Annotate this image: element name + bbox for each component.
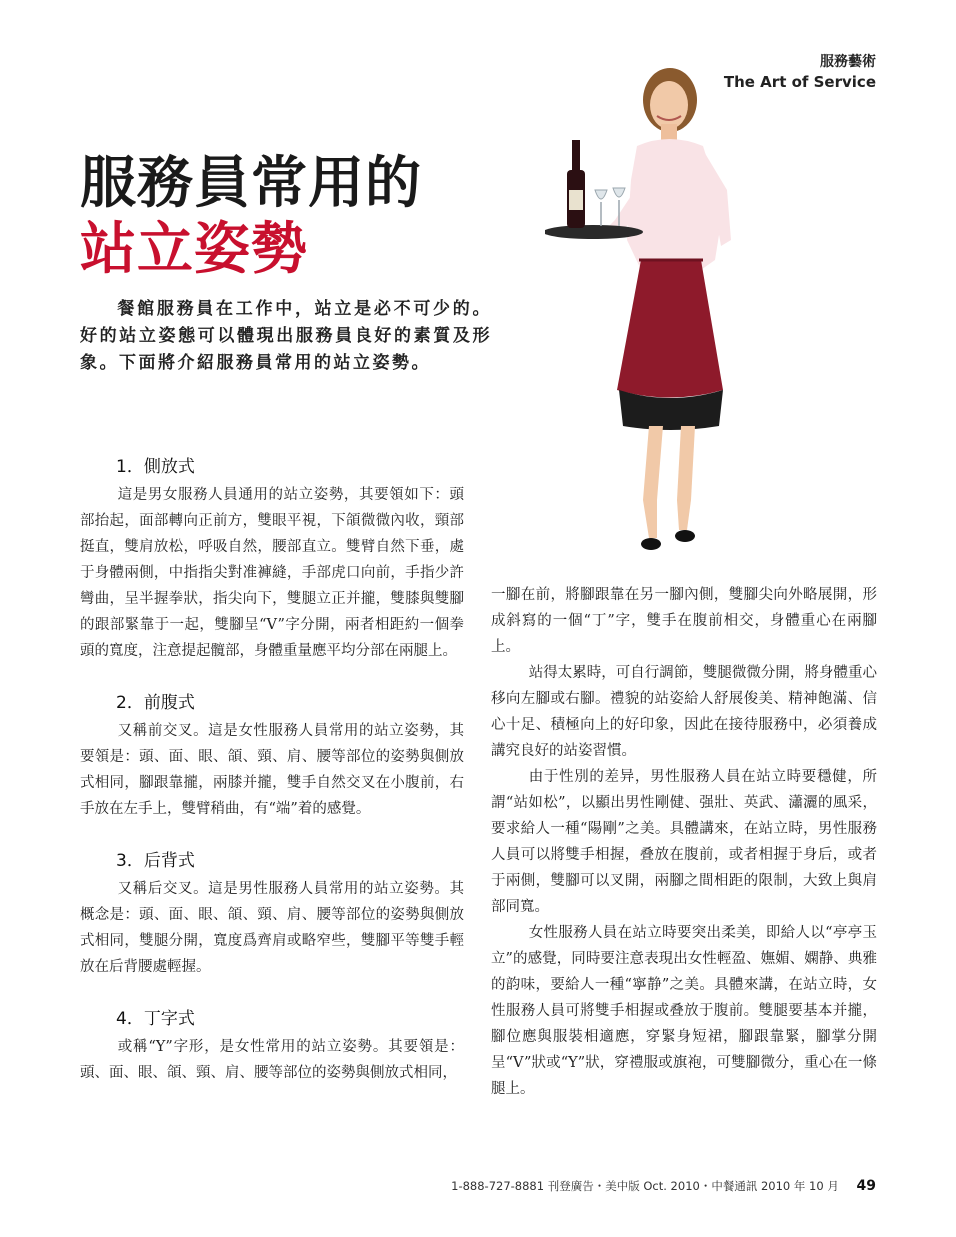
waitress-photo xyxy=(545,60,745,560)
section-side-stance xyxy=(80,452,464,664)
section-heading: 2．前腹式 xyxy=(116,693,195,713)
section-heading: 1．側放式 xyxy=(116,457,195,477)
section-heading: 3．后背式 xyxy=(116,851,195,871)
section-body: 這是男女服務人員通用的站立姿勢，其要領如下：頭部抬起，面部轉向正前方，雙眼平視，下頜微微內收，頸部挺直，雙肩放松，呼吸自然，腰部直立。雙臂自然下垂，處于身體兩側，中指指尖對准褲縫，手部虎口向前，手指少許彎曲，呈半握拳狀，指尖向下，雙腿立正并攏，雙膝與雙腳的跟部緊靠于一起，雙腳呈“V”字分開，兩者相距約一個拳頭的寬度，注意提起髖部，身體重量應平均分部在兩腿上。 xyxy=(80,487,464,659)
article-title-line1: 服務員常用的 xyxy=(80,150,422,216)
section-body: 又稱前交叉。這是女性服務人員常用的站立姿勢，其要領是：頭、面、眼、頜、頸、肩、腰等部位的姿勢與側放式相同，腳跟靠攏，兩膝并攏，雙手自然交叉在小腹前，右手放在左手上，雙臂稍曲，有“端”着的感覺。 xyxy=(80,723,464,817)
article-title xyxy=(80,150,422,282)
page-footer xyxy=(451,1178,876,1194)
section-body: 或稱“Y”字形，是女性常用的站立姿勢。其要領是：頭、面、眼、頜、頸、肩、腰等部位的姿勢與側放式相同， xyxy=(80,1039,464,1081)
right-column xyxy=(491,582,877,1102)
section-heading: 4．丁字式 xyxy=(116,1009,195,1029)
paragraph: 由于性別的差异，男性服務人員在站立時要穩健，所謂“站如松”，以顯出男性剛健、强壯、英武、瀟灑的風采，要求給人一種“陽剛”之美。具體講來，在站立時，男性服務人員可以將雙手相握，叠放在腹前，或者相握于身后，或者于兩側，雙腳可以叉開，兩腳之間相距的限制，大致上與肩部同寬。 xyxy=(491,769,877,915)
section-label xyxy=(724,52,876,92)
paragraph: 一腳在前，將腳跟靠在另一腳內側，雙腳尖向外略展開，形成斜寫的一個“丁”字，雙手在腹前相交，身體重心在兩腳上。 xyxy=(491,587,877,655)
article-intro: 餐館服務員在工作中，站立是必不可少的。好的站立姿態可以體現出服務員良好的素質及形象。下面將介紹服務員常用的站立姿勢。 xyxy=(80,299,492,373)
section-front-stance xyxy=(80,688,464,822)
footer-text: 1-888-727-8881 刊登廣告・美中版 Oct. 2010・中餐通訊 2010 年 10 月 xyxy=(451,1179,839,1193)
section-label-zh: 服務藝術 xyxy=(820,54,876,70)
page-number: 49 xyxy=(856,1178,876,1194)
paragraph: 女性服務人員在站立時要突出柔美，即給人以“亭亭玉立”的感覺，同時要注意表現出女性輕盈、嫵媚、嫻静、典雅的韵味，要給人一種“寧静”之美。具體來講，在站立時，女性服務人員可將雙手相握或叠放于腹前。雙腿要基本并攏，腳位應與服裝相適應，穿緊身短裙，腳跟靠緊，腳掌分開呈“V”狀或“Y”狀，穿禮服或旗袍，可雙腳微分，重心在一條腿上。 xyxy=(491,925,877,1097)
section-body: 又稱后交叉。這是男性服務人員常用的站立姿勢。其概念是：頭、面、眼、頜、頸、肩、腰等部位的姿勢與側放式相同，雙腿分開，寬度爲齊肩或略窄些，雙腳平等雙手輕放在后背腰處輕握。 xyxy=(80,881,464,975)
paragraph: 站得太累時，可自行調節，雙腿微微分開，將身體重心移向左腳或右腳。禮貌的站姿給人舒展俊美、精神飽滿、信心十足、積極向上的好印象，因此在接待服務中，必須養成講究良好的站姿習慣。 xyxy=(491,665,877,759)
section-t-stance xyxy=(80,1004,464,1086)
section-back-stance xyxy=(80,846,464,980)
section-label-en: The Art of Service xyxy=(723,73,876,91)
left-column xyxy=(80,452,464,1110)
article-title-line2: 站立姿勢 xyxy=(80,216,308,282)
